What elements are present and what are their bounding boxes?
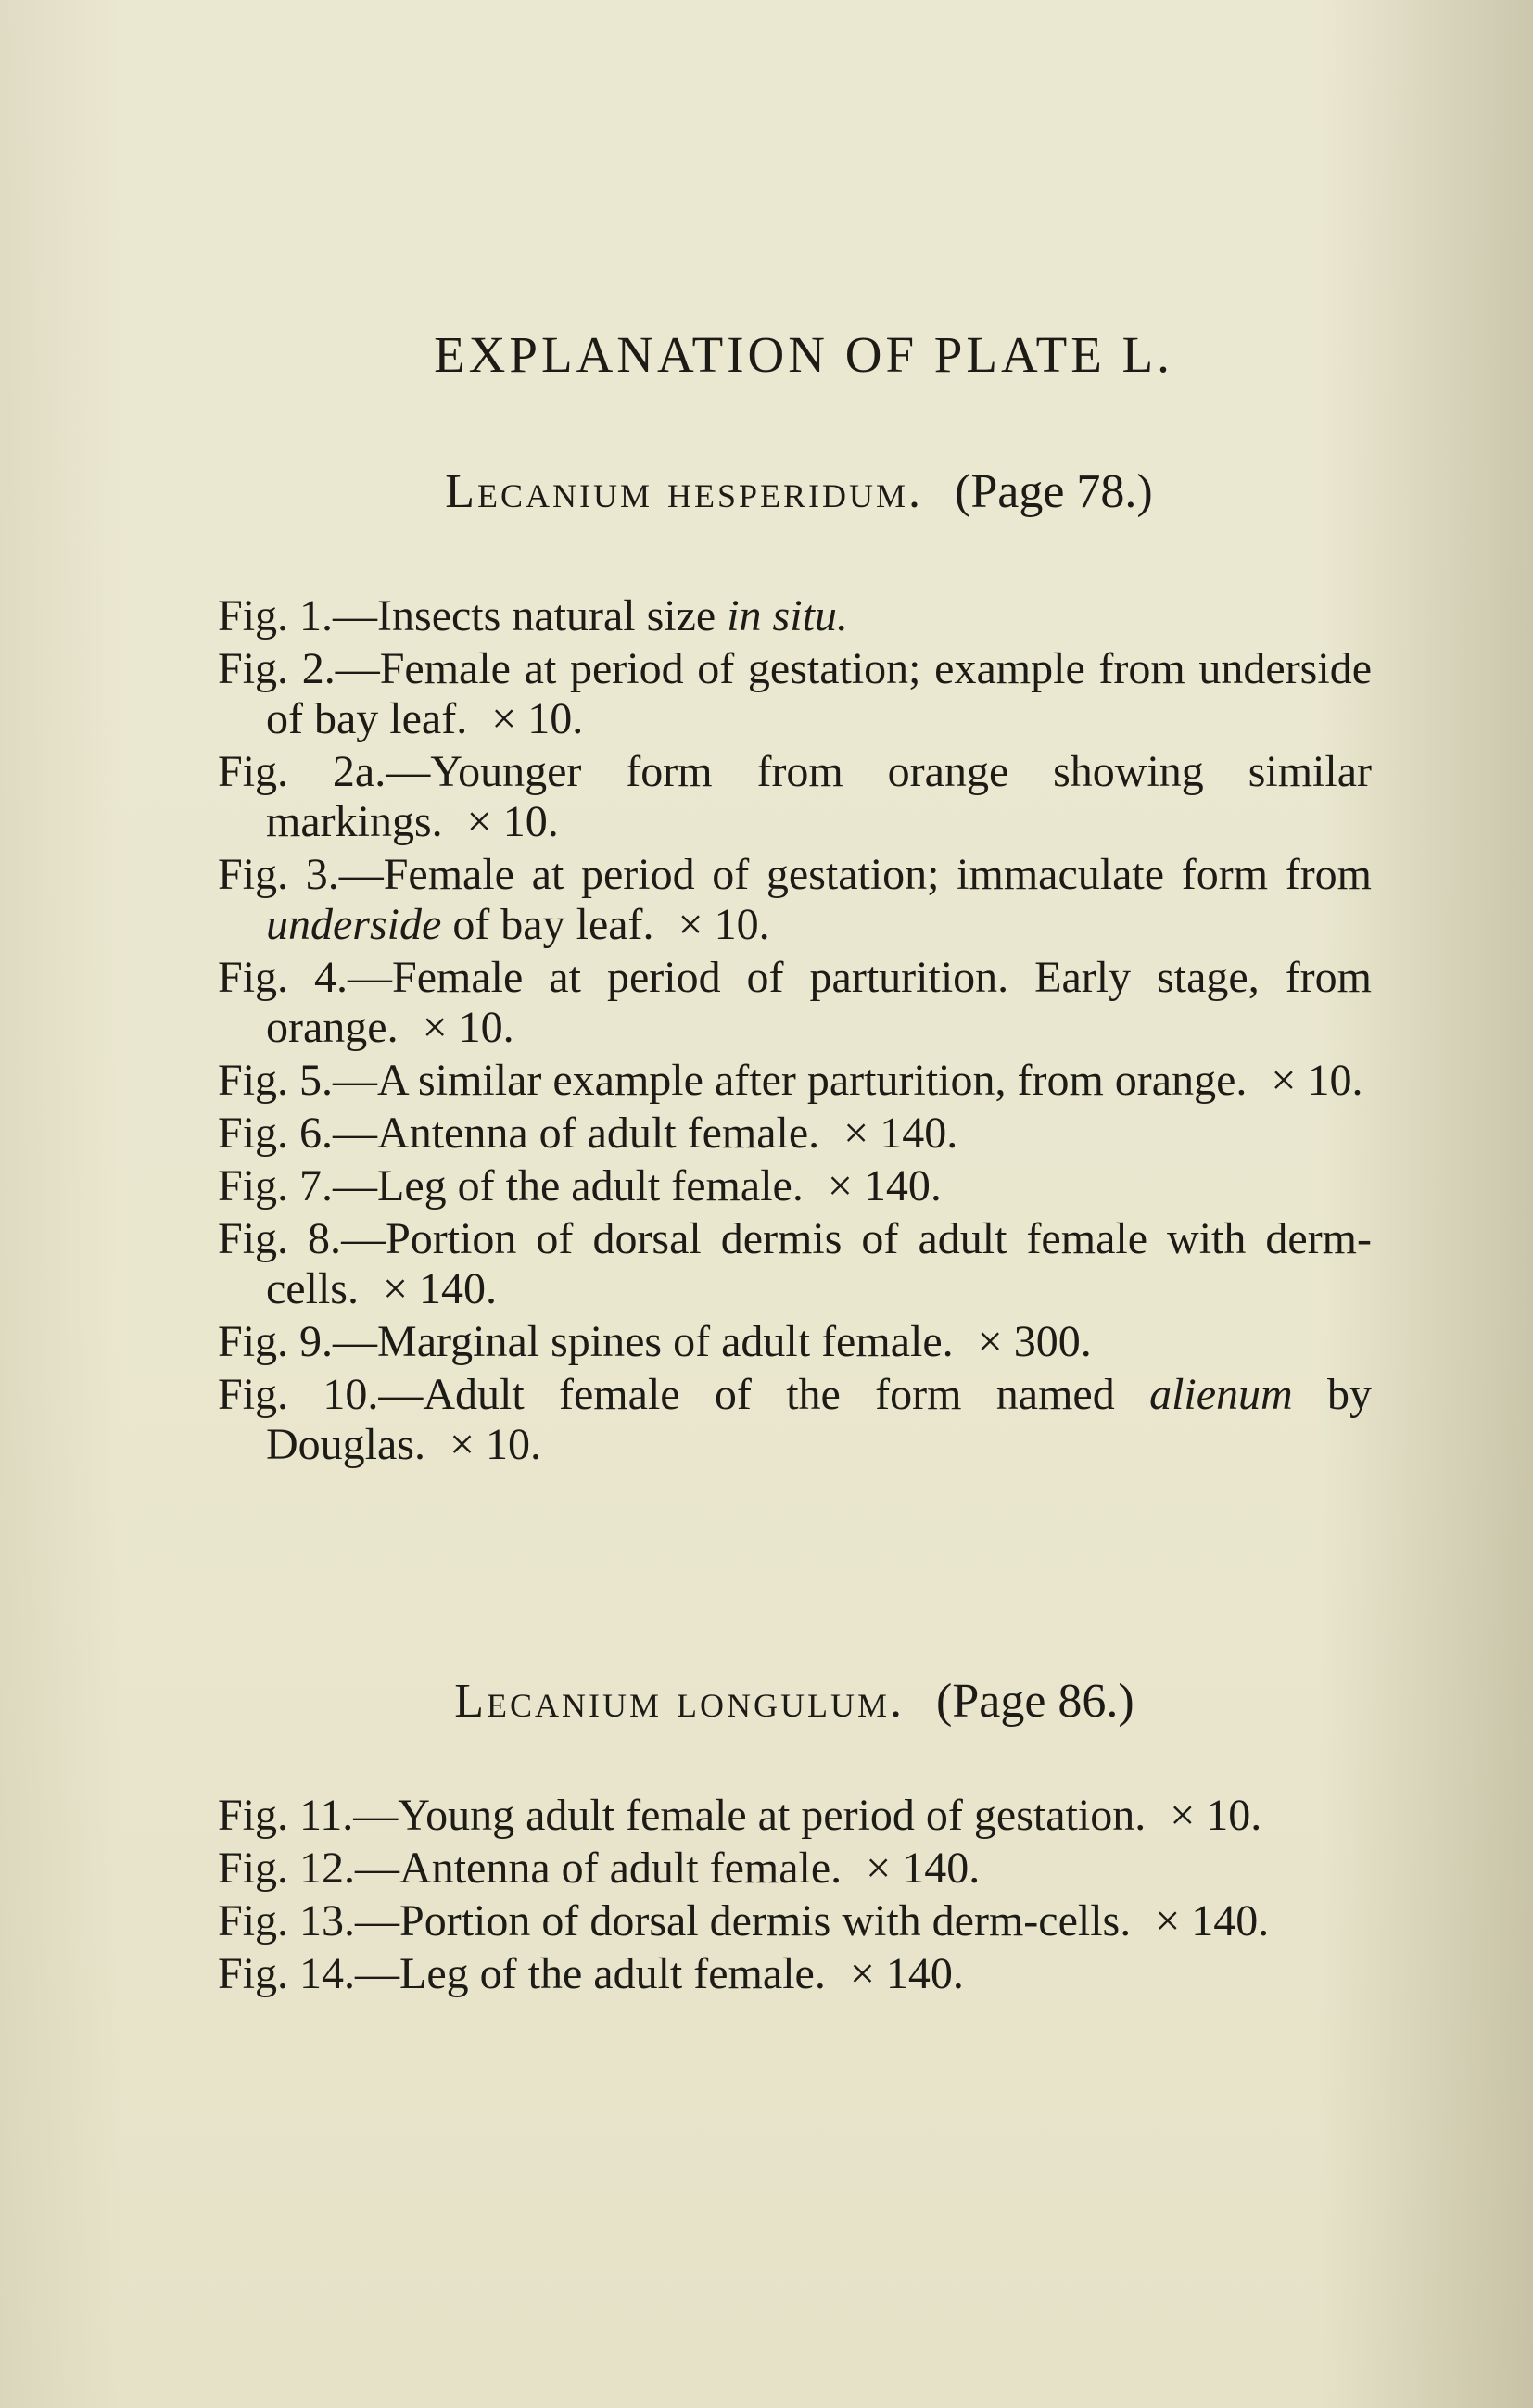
figure-label: Fig. 2.	[218, 644, 336, 693]
species-name: Lecanium hesperidum.	[445, 465, 924, 518]
figure-description: Female at period of parturition. Early stage, from orange.	[266, 953, 1372, 1052]
figure-description: Portion of dorsal dermis with derm-cells.	[399, 1896, 1132, 1945]
magnification: × 140.	[827, 1161, 942, 1210]
figure-label: Fig. 9.	[218, 1317, 334, 1366]
section-heading-longulum	[0, 1675, 1533, 1728]
figure-label: Fig. 11.	[218, 1791, 354, 1840]
figure-list-longulum	[218, 1791, 1372, 2002]
figure-label: Fig. 12.	[218, 1844, 356, 1893]
magnification: × 10.	[466, 797, 559, 846]
figure-description: Insects natural size	[377, 591, 728, 640]
figure-description-end: by Douglas.	[266, 1370, 1373, 1469]
magnification: × 140.	[849, 1949, 964, 1998]
figure-entry: Fig. 8.—Portion of dorsal dermis of adult female with derm-cells. × 140.	[218, 1214, 1373, 1313]
magnification: × 10.	[1271, 1056, 1363, 1105]
figure-label: Fig. 7.	[218, 1161, 334, 1210]
figure-entry: Fig. 11.—Young adult female at period of gestation. × 10.	[218, 1791, 1262, 1840]
figure-description-italic: in situ.	[727, 591, 848, 640]
magnification: × 10.	[449, 1420, 542, 1469]
magnification: × 10.	[491, 694, 584, 743]
figure-entry: Fig. 2a.—Younger form from orange showing similar markings. × 10.	[218, 747, 1373, 846]
figure-label: Fig. 8.	[218, 1214, 342, 1263]
figure-label: Fig. 1.	[218, 591, 334, 640]
figure-entry: Fig. 6.—Antenna of adult female. × 140.	[218, 1109, 958, 1158]
figure-description: Marginal spines of adult female.	[377, 1317, 954, 1366]
magnification: × 300.	[977, 1317, 1092, 1366]
figure-description: Adult female of the form named	[423, 1370, 1150, 1419]
magnification: × 10.	[678, 900, 770, 949]
figure-description-italic: underside	[266, 900, 442, 949]
figure-description-italic: alienum	[1149, 1370, 1293, 1419]
figure-label: Fig. 5.	[218, 1056, 334, 1105]
figure-label: Fig. 13.	[218, 1896, 356, 1945]
figure-list-hesperidum	[218, 591, 1372, 1473]
figure-label: Fig. 14.	[218, 1949, 356, 1998]
figure-description: Young adult female at period of gestation.	[398, 1791, 1147, 1840]
figure-description: Female at period of gestation; immaculate form from	[383, 850, 1373, 899]
figure-description: Leg of the adult female.	[399, 1949, 826, 1998]
figure-description: Younger form from orange showing similar markings.	[266, 747, 1373, 846]
figure-entry: Fig. 13.—Portion of dorsal dermis with derm-cells. × 140.	[218, 1896, 1270, 1945]
figure-label: Fig. 10.	[218, 1370, 379, 1419]
figure-entry: Fig. 3.—Female at period of gestation; immaculate form from underside of bay leaf. × 10.	[218, 850, 1373, 949]
figure-entry: Fig. 1.—Insects natural size in situ.	[218, 591, 848, 640]
magnification: × 140.	[843, 1109, 958, 1158]
figure-entry: Fig. 5.—A similar example after parturition, from orange. × 10.	[218, 1056, 1363, 1105]
figure-entry: Fig. 10.—Adult female of the form named alienum by Douglas. × 10.	[218, 1370, 1373, 1469]
plate-title: EXPLANATION OF PLATE L.	[434, 326, 1173, 383]
section-heading-hesperidum	[0, 465, 1533, 518]
figure-entry: Fig. 2.—Female at period of gestation; example from underside of bay leaf. × 10.	[218, 644, 1373, 743]
figure-label: Fig. 6.	[218, 1109, 334, 1158]
magnification: × 10.	[422, 1003, 514, 1052]
figure-description: A similar example after parturition, from orange.	[377, 1056, 1248, 1105]
species-name: Lecanium longulum.	[454, 1675, 906, 1728]
figure-entry: Fig. 7.—Leg of the adult female. × 140.	[218, 1161, 942, 1210]
magnification: × 140.	[866, 1844, 981, 1893]
figure-label: Fig. 4.	[218, 953, 348, 1002]
figure-entry: Fig. 4.—Female at period of parturition. Early stage, from orange. × 10.	[218, 953, 1372, 1052]
magnification: × 140.	[382, 1264, 498, 1313]
figure-label: Fig. 2a.	[218, 747, 386, 796]
figure-entry: Fig. 14.—Leg of the adult female. × 140.	[218, 1949, 964, 1998]
figure-entry: Fig. 12.—Antenna of adult female. × 140.	[218, 1844, 981, 1893]
figure-label: Fig. 3.	[218, 850, 339, 899]
figure-description: Antenna of adult female.	[377, 1109, 820, 1158]
figure-description: Leg of the adult female.	[377, 1161, 804, 1210]
page-reference: (Page 86.)	[936, 1675, 1134, 1728]
figure-entry: Fig. 9.—Marginal spines of adult female. × 300.	[218, 1317, 1092, 1366]
figure-description-end: of bay leaf.	[441, 900, 654, 949]
figure-description: Female at period of gestation; example from underside of bay leaf.	[266, 644, 1373, 743]
figure-description: Antenna of adult female.	[399, 1844, 843, 1893]
figure-description: Portion of dorsal dermis of adult female with derm-cells.	[266, 1214, 1373, 1313]
magnification: × 10.	[1170, 1791, 1262, 1840]
page-reference: (Page 78.)	[955, 465, 1153, 518]
magnification: × 140.	[1155, 1896, 1270, 1945]
